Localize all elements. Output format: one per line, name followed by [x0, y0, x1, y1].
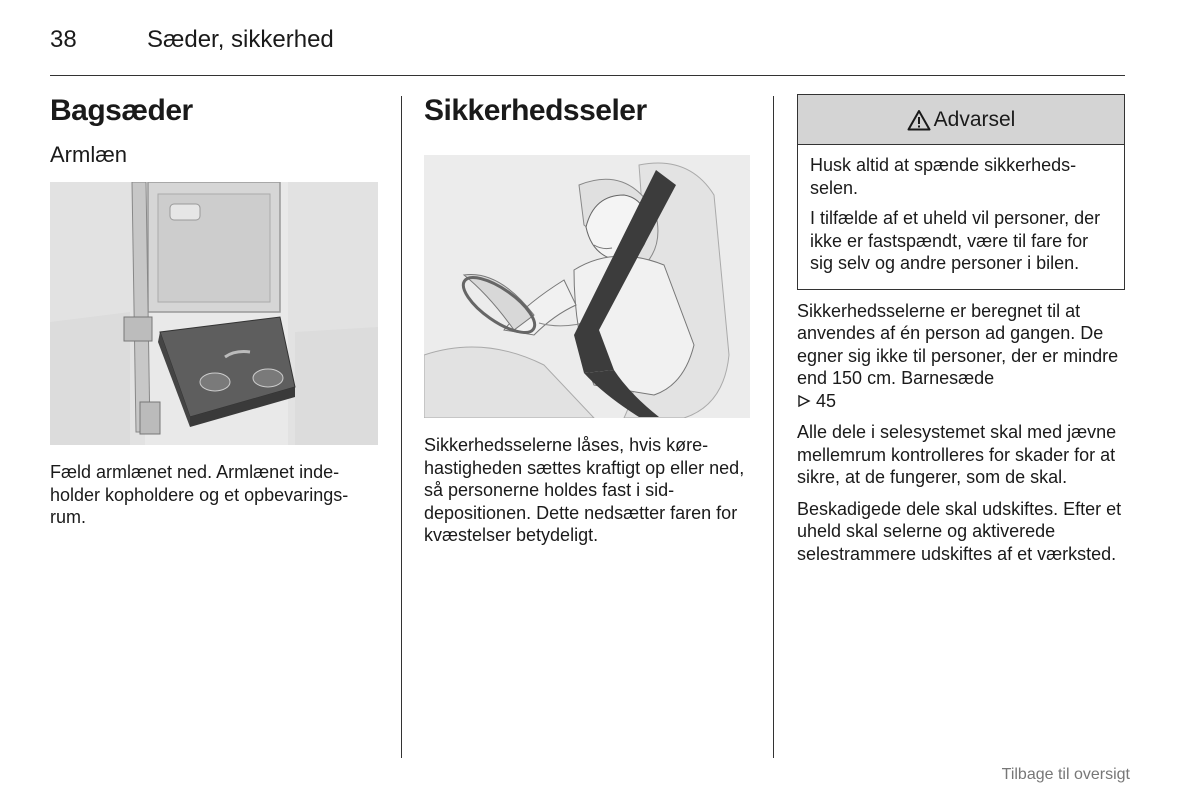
reference-arrow-icon: [797, 394, 811, 408]
reference-page: 45: [816, 390, 837, 411]
warning-title: Advarsel: [933, 107, 1016, 131]
warning-box: [797, 94, 1125, 290]
usage-paragraph: [797, 300, 1125, 413]
armrest-illustration: [50, 182, 378, 445]
column-divider: [401, 96, 402, 758]
warning-body: [798, 145, 1124, 289]
column-seatbelts: [424, 94, 750, 547]
warning-header: [798, 95, 1124, 145]
warning-paragraph: I tilfælde af et uheld vil personer, der ikke er fastspændt, være til fare for sig selv og andre personer i bilen.: [810, 208, 1101, 273]
column-divider: [773, 96, 774, 758]
section-heading: Bagsæder: [50, 94, 193, 127]
warning-triangle-icon: [907, 109, 931, 131]
column-rear-seats: [50, 94, 378, 529]
column-warning: [797, 94, 1125, 574]
armrest-paragraph: Fæld armlænet ned. Armlænet indeholder kopholdere og et opbevaringsrum.: [50, 462, 349, 527]
inspection-paragraph: Alle dele i selesystemet skal med jævne mellemrum kontrolleres for skader for at sikre, at de fungerer, som de skal.: [797, 422, 1117, 487]
cross-reference-link[interactable]: [797, 391, 836, 411]
page-header: [50, 26, 1125, 76]
chapter-title: Sæder, sikkerhed: [147, 26, 334, 53]
replacement-paragraph: Beskadigede dele skal udskiftes. Efter et uheld skal selerne og aktiverede selestrammere udskiftes af et værksted.: [797, 498, 1122, 564]
warning-paragraph: Husk altid at spænde sikkerhedsselen.: [810, 155, 1077, 198]
back-to-overview-link[interactable]: Tilbage til oversigt: [1001, 766, 1130, 783]
seatbelt-paragraph: Sikkerhedsselerne låses, hvis kørehastigheden sættes kraftigt op eller ned, så personerne holdes fast i siddepositionen. Dette nedsætter faren for kvæstelser betydeligt.: [424, 435, 745, 545]
subsection-heading: Armlæn: [50, 142, 128, 167]
section-heading: Sikkerhedsseler: [424, 94, 647, 127]
page-number: 38: [50, 26, 77, 53]
seatbelt-illustration: [424, 155, 750, 418]
usage-text: Sikkerhedsselerne er beregnet til at anvendes af én person ad gangen. De egner sig ikke til personer, der er mindre end 150 cm. Barnesæde: [797, 300, 1119, 388]
